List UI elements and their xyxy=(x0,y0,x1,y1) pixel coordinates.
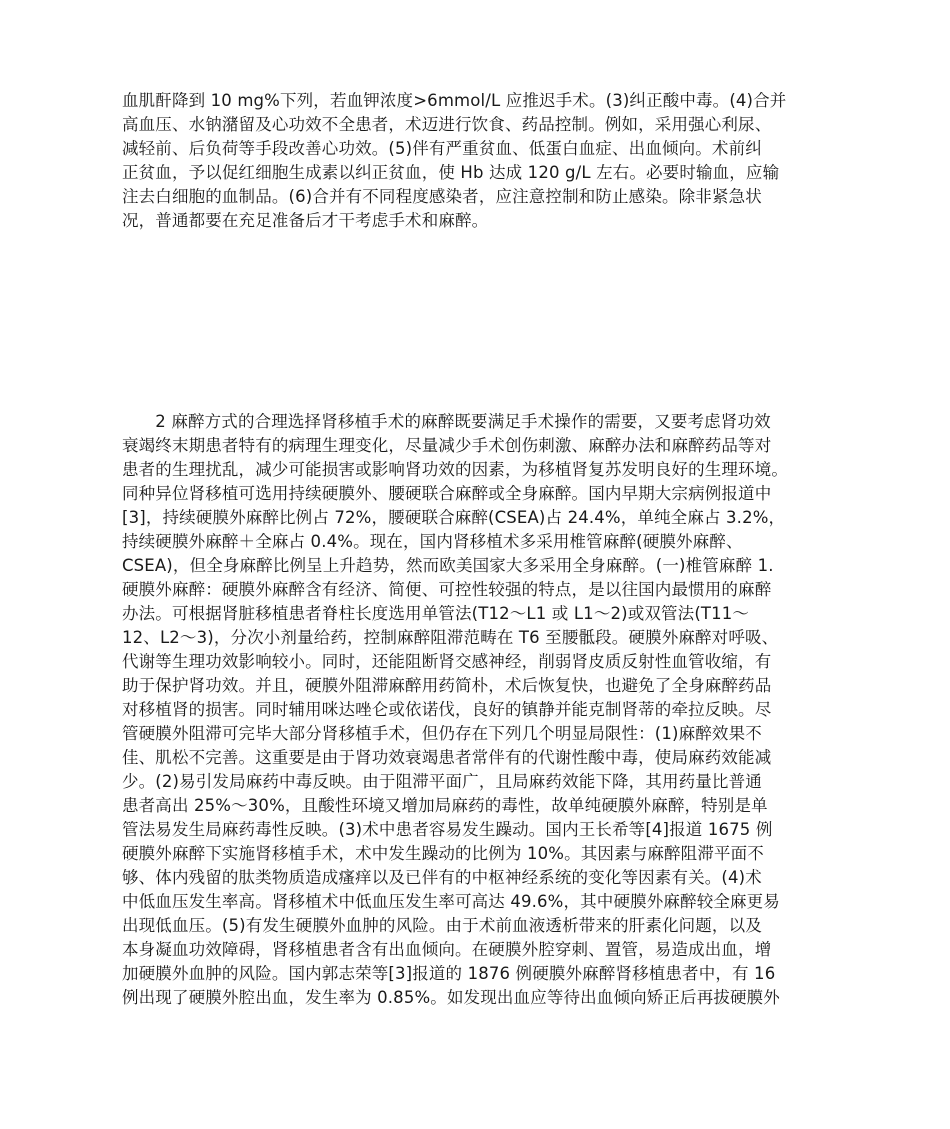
text-line: 患者高出 25%～30%，且酸性环境又增加局麻药的毒性，故单纯硬膜外麻醉，特别是单 xyxy=(122,796,768,815)
text-line: 佳、肌松不完善。这重要是由于肾功效衰竭患者常伴有的代谢性酸中毒，使局麻药效能减 xyxy=(122,748,772,767)
text-line: 减轻前、后负荷等手段改善心功效。(5)伴有严重贫血、低蛋白血症、出血倾向。术前纠 xyxy=(122,139,762,158)
text-line: 持续硬膜外麻醉＋全麻占 0.4%。现在，国内肾移植术多采用椎管麻醉(硬膜外麻醉、 xyxy=(122,532,743,551)
paragraph-preoperative-preparation xyxy=(122,89,842,233)
text-line: 例出现了硬膜外腔出血，发生率为 0.85%。如发现出血应等待出血倾向矫正后再拔硬膜外 xyxy=(122,988,780,1007)
text-line: 代谢等生理功效影响较小。同时，还能阻断肾交感神经，削弱肾皮质反射性血管收缩，有 xyxy=(122,652,772,671)
text-line: 同种异位肾移植可选用持续硬膜外、腰硬联合麻醉或全身麻醉。国内早期大宗病例报道中 xyxy=(122,484,772,503)
text-line: 患者的生理扰乱，减少可能损害或影响肾功效的因素，为移植肾复苏发明良好的生理环境。 xyxy=(122,460,788,479)
text-line: 够、体内残留的肽类物质造成瘙痒以及已伴有的中枢神经系统的变化等因素有关。(4)术 xyxy=(122,868,762,887)
text-line: 管硬膜外阻滞可完毕大部分肾移植手术，但仍存在下列几个明显局限性：(1)麻醉效果不 xyxy=(122,724,762,743)
text-line: [3]，持续硬膜外麻醉比例占 72%，腰硬联合麻醉(CSEA)占 24.4%，单纯全麻占 3.2%， xyxy=(122,508,786,527)
text-line: 管法易发生局麻药毒性反映。(3)术中患者容易发生躁动。国内王长希等[4]报道 1675 例 xyxy=(122,820,773,839)
text-line: CSEA)，但全身麻醉比例呈上升趋势，然而欧美国家大多采用全身麻醉。(一)椎管麻醉 1. xyxy=(122,556,774,575)
text-line: 对移植肾的损害。同时辅用咪达唑仑或依诺伐，良好的镇静并能克制肾蒂的牵拉反映。尽 xyxy=(122,700,772,719)
text-line: 12、L2～3)，分次小剂量给药，控制麻醉阻滞范畴在 T6 至腰骶段。硬膜外麻醉对呼吸、 xyxy=(122,628,779,647)
paragraph-anesthesia-selection xyxy=(122,410,842,1010)
text-line: 血肌酐降到 10 mg%下列，若血钾浓度>6mmol/L 应推迟手术。(3)纠正酸中毒。(4)合并 xyxy=(122,91,787,110)
text-line: 况，普通都要在充足准备后才干考虑手术和麻醉。 xyxy=(122,211,489,230)
text-line: 少。(2)易引发局麻药中毒反映。由于阻滞平面广，且局麻药效能下降，其用药量比普通 xyxy=(122,772,762,791)
text-line: 2 麻醉方式的合理选择肾移植手术的麻醉既要满足手术操作的需要，又要考虑肾功效 xyxy=(122,412,771,431)
text-line: 助于保护肾功效。并且，硬膜外阻滞麻醉用药简朴，术后恢复快，也避免了全身麻醉药品 xyxy=(122,676,772,695)
text-line: 出现低血压。(5)有发生硬膜外血肿的风险。由于术前血液透析带来的肝素化问题，以及 xyxy=(122,916,762,935)
text-line: 高血压、水钠潴留及心功效不全患者，术迈进行饮食、药品控制。例如，采用强心利尿、 xyxy=(122,115,772,134)
text-line: 硬膜外麻醉下实施肾移植手术，术中发生躁动的比例为 10%。其因素与麻醉阻滞平面不 xyxy=(122,844,764,863)
text-line: 衰竭终末期患者特有的病理生理变化，尽量减少手术创伤刺激、麻醉办法和麻醉药品等对 xyxy=(122,436,772,455)
text-line: 中低血压发生率高。肾移植术中低血压发生率可高达 49.6%，其中硬膜外麻醉较全麻更易 xyxy=(122,892,780,911)
text-line: 本身凝血功效障碍，肾移植患者含有出血倾向。在硬膜外腔穿刺、置管，易造成出血，增 xyxy=(122,940,772,959)
text-line: 正贫血，予以促红细胞生成素以纠正贫血，使 Hb 达成 120 g/L 左右。必要时输血，应输 xyxy=(122,163,780,182)
text-line: 办法。可根据肾脏移植患者脊柱长度选用单管法(T12～L1 或 L1～2)或双管法(T11～ xyxy=(122,604,750,623)
text-line: 注去白细胞的血制品。(6)合并有不同程度感染者，应注意控制和防止感染。除非紧急状 xyxy=(122,187,762,206)
text-line: 硬膜外麻醉：硬膜外麻醉含有经济、简便、可控性较强的特点，是以往国内最惯用的麻醉 xyxy=(122,580,772,599)
text-line: 加硬膜外血肿的风险。国内郭志荣等[3]报道的 1876 例硬膜外麻醉肾移植患者中，有 16 xyxy=(122,964,776,983)
